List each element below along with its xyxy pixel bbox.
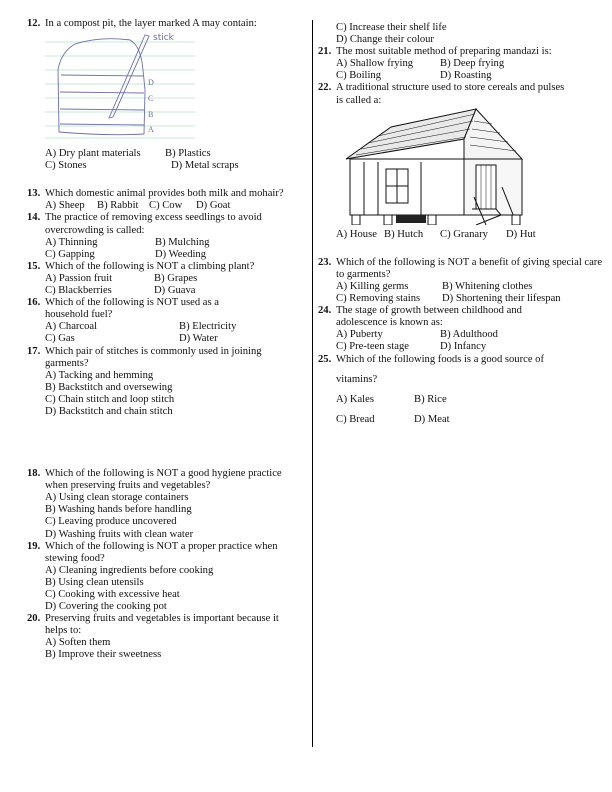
question-number: 24. bbox=[318, 305, 332, 317]
question-number: 19. bbox=[27, 540, 41, 552]
option-a[interactable]: A) Soften them bbox=[45, 637, 111, 649]
option-c[interactable]: C) Removing stains bbox=[336, 293, 421, 305]
option-d[interactable]: D) Hut bbox=[506, 228, 536, 240]
option-b[interactable]: B) Whitening clothes bbox=[442, 280, 533, 292]
question-text: Which pair of stitches is commonly used in joining garments? bbox=[45, 345, 262, 369]
option-a[interactable]: A) Shallow frying bbox=[336, 58, 414, 70]
question-text: Which domestic animal provides both milk and mohair? bbox=[45, 188, 284, 200]
option-c[interactable]: C) Pre-teen stage bbox=[336, 341, 409, 353]
option-c[interactable]: C) Leaving produce uncovered bbox=[45, 516, 177, 528]
option-b[interactable]: B) Grapes bbox=[154, 272, 198, 284]
option-c[interactable]: C) Blackberries bbox=[45, 285, 112, 297]
option-a[interactable]: A) Sheep bbox=[45, 200, 85, 212]
question-16 bbox=[27, 297, 307, 345]
option-a[interactable]: A) Thinning bbox=[45, 236, 98, 248]
granary-image-icon bbox=[336, 107, 536, 225]
svg-text:C: C bbox=[148, 94, 154, 104]
option-b[interactable]: B) Plastics bbox=[165, 148, 211, 160]
question-number: 15. bbox=[27, 260, 41, 272]
question-text-continued: vitamins? bbox=[336, 373, 378, 385]
question-19 bbox=[27, 541, 307, 614]
option-d[interactable]: D) Covering the cooking pot bbox=[45, 601, 167, 613]
option-c[interactable]: C) Boiling bbox=[336, 70, 382, 82]
option-d[interactable]: D) Metal scraps bbox=[171, 160, 239, 172]
option-d[interactable]: D) Shortening their lifespan bbox=[442, 293, 561, 305]
option-d[interactable]: D) Infancy bbox=[440, 341, 487, 353]
question-14 bbox=[27, 212, 307, 260]
question-number: 18. bbox=[27, 468, 41, 480]
option-a[interactable]: A) Kales bbox=[336, 393, 374, 405]
question-17 bbox=[27, 346, 307, 419]
option-a[interactable]: A) Tacking and hemming bbox=[45, 369, 154, 381]
column-divider bbox=[312, 20, 313, 747]
option-b[interactable]: B) Adulthood bbox=[440, 329, 498, 341]
question-15 bbox=[27, 261, 307, 297]
question-12 bbox=[27, 18, 307, 172]
question-13 bbox=[27, 188, 307, 212]
option-b[interactable]: B) Mulching bbox=[155, 236, 210, 248]
question-18 bbox=[27, 468, 307, 541]
compost-pit-sketch-icon bbox=[45, 30, 195, 142]
question-21 bbox=[318, 46, 608, 82]
question-number: 16. bbox=[27, 297, 41, 309]
option-a[interactable]: A) Using clean storage containers bbox=[45, 492, 189, 504]
option-c[interactable]: C) Gas bbox=[45, 333, 75, 345]
compost-pit-diagram bbox=[45, 30, 195, 142]
option-d[interactable]: D) Water bbox=[179, 333, 218, 345]
option-d[interactable]: D) Backstitch and chain stitch bbox=[45, 405, 173, 417]
question-number: 13. bbox=[27, 188, 41, 200]
option-d[interactable]: D) Change their colour bbox=[336, 34, 434, 46]
left-column bbox=[27, 18, 307, 662]
option-d[interactable]: D) Roasting bbox=[440, 70, 492, 82]
granary-illustration bbox=[336, 107, 608, 225]
question-number: 17. bbox=[27, 345, 41, 357]
question-number: 14. bbox=[27, 212, 41, 224]
option-a[interactable]: A) Cleaning ingredients before cooking bbox=[45, 564, 214, 576]
question-number: 20. bbox=[27, 613, 41, 625]
question-text: Preserving fruits and vegetables is important because it helps to: bbox=[45, 613, 279, 637]
question-number: 22. bbox=[318, 82, 332, 94]
question-text: Which of the following foods is a good source of bbox=[336, 353, 545, 365]
option-a[interactable]: A) Killing germs bbox=[336, 280, 409, 292]
question-text: The stage of growth between childhood and adolescence is known as: bbox=[336, 305, 522, 329]
option-c[interactable]: C) Chain stitch and loop stitch bbox=[45, 393, 175, 405]
question-text: The practice of removing excess seedlings to avoid overcrowding is called: bbox=[45, 212, 262, 236]
svg-text:stick: stick bbox=[153, 33, 174, 44]
option-c[interactable]: C) Gapping bbox=[45, 248, 95, 260]
option-a[interactable]: A) Charcoal bbox=[45, 321, 98, 333]
question-text: The most suitable method of preparing mandazi is: bbox=[336, 46, 552, 58]
svg-text:D: D bbox=[148, 78, 154, 88]
question-23 bbox=[318, 257, 608, 305]
option-d[interactable]: D) Weeding bbox=[155, 248, 207, 260]
option-a[interactable]: A) Dry plant materials bbox=[45, 148, 141, 160]
svg-text:A: A bbox=[148, 125, 154, 135]
question-number: 21. bbox=[318, 46, 332, 58]
question-number: 23. bbox=[318, 256, 332, 268]
option-b[interactable]: B) Electricity bbox=[179, 321, 237, 333]
option-b[interactable]: B) Improve their sweetness bbox=[45, 649, 162, 661]
option-d[interactable]: D) Goat bbox=[196, 200, 231, 212]
option-b[interactable]: B) Washing hands before handling bbox=[45, 504, 192, 516]
option-c[interactable]: C) Cow bbox=[149, 200, 183, 212]
question-text: Which of the following is NOT used as a household fuel? bbox=[45, 297, 219, 321]
option-b[interactable]: B) Rice bbox=[414, 393, 447, 405]
question-24 bbox=[318, 305, 608, 353]
option-c[interactable]: C) Increase their shelf life bbox=[336, 22, 447, 33]
question-25 bbox=[318, 354, 608, 426]
option-a[interactable]: A) Passion fruit bbox=[45, 272, 113, 284]
option-a[interactable]: A) Puberty bbox=[336, 329, 383, 341]
question-number: 12. bbox=[27, 18, 41, 29]
option-d[interactable]: D) Meat bbox=[414, 413, 450, 425]
question-text: Which of the following is NOT a benefit of giving special care to garments? bbox=[336, 256, 603, 280]
option-b[interactable]: B) Hutch bbox=[384, 228, 424, 240]
option-b[interactable]: B) Rabbit bbox=[97, 200, 139, 212]
right-column bbox=[318, 22, 608, 426]
option-c[interactable]: C) Bread bbox=[336, 413, 375, 425]
question-number: 25. bbox=[318, 353, 332, 365]
option-c[interactable]: C) Cooking with excessive heat bbox=[45, 589, 180, 600]
svg-text:B: B bbox=[148, 110, 154, 120]
question-20 bbox=[27, 613, 307, 661]
option-b[interactable]: B) Backstitch and oversewing bbox=[45, 381, 173, 393]
question-text: Which of the following is NOT a proper practice when stewing food? bbox=[45, 540, 278, 564]
option-b[interactable]: B) Deep frying bbox=[440, 58, 505, 70]
option-a[interactable]: A) House bbox=[336, 228, 377, 240]
option-c[interactable]: C) Stones bbox=[45, 160, 87, 172]
question-20-continued bbox=[318, 22, 608, 46]
question-text: In a compost pit, the layer marked A may contain: bbox=[45, 18, 257, 29]
question-text: Which of the following is NOT a good hygiene practice when preserving fruits and vegetables? bbox=[45, 468, 282, 492]
option-b[interactable]: B) Using clean utensils bbox=[45, 576, 144, 588]
option-d[interactable]: D) Guava bbox=[154, 285, 196, 297]
option-c[interactable]: C) Granary bbox=[440, 228, 488, 240]
question-text: A traditional structure used to store cereals and pulses is called a: bbox=[336, 82, 565, 106]
option-d[interactable]: D) Washing fruits with clean water bbox=[45, 528, 194, 540]
question-text: Which of the following is NOT a climbing plant? bbox=[45, 260, 255, 272]
question-22 bbox=[318, 82, 608, 240]
